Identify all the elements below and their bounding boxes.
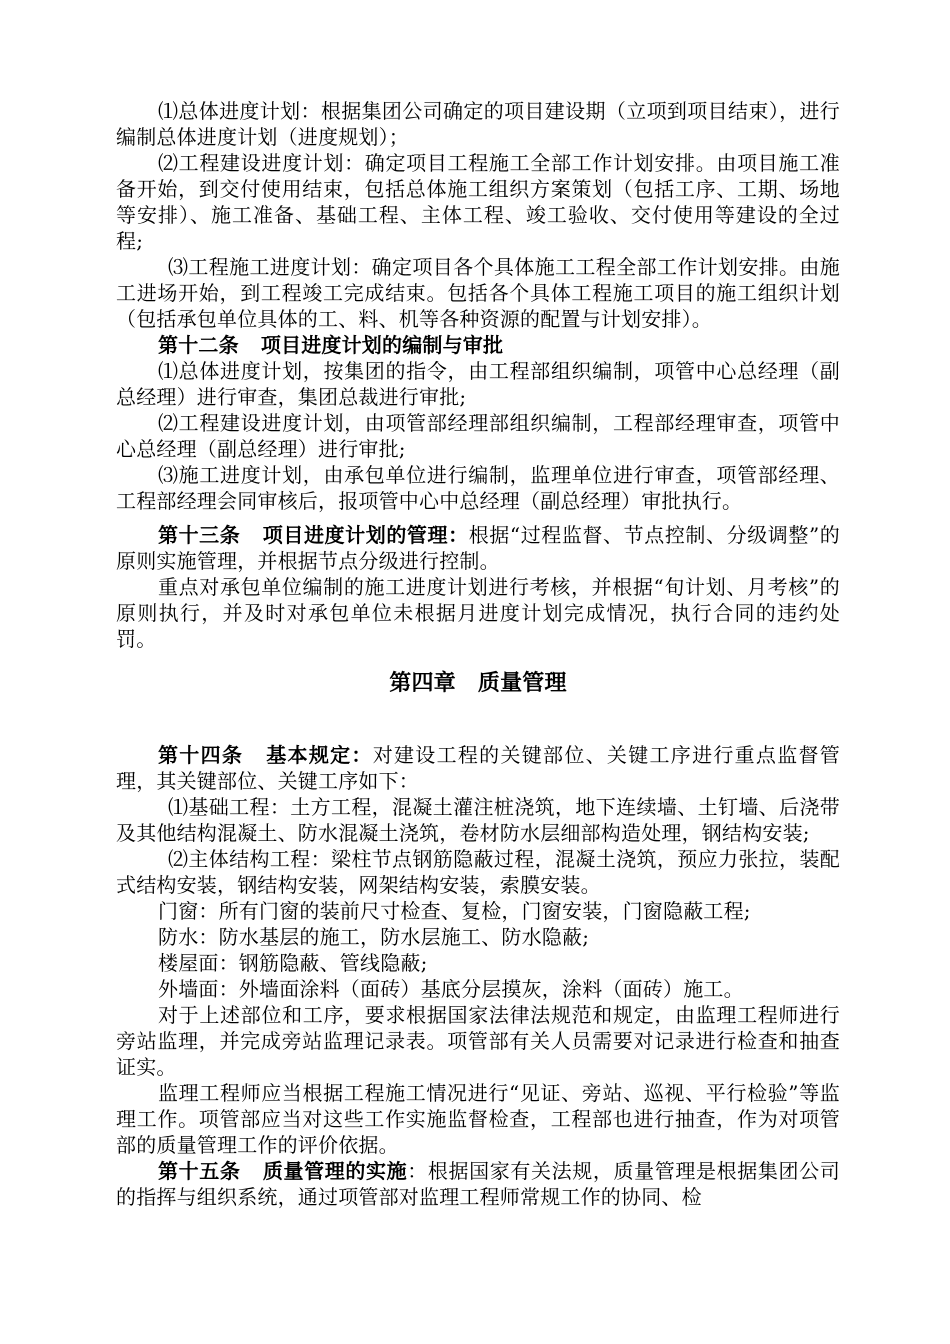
article-14-line-doors: 门窗：所有门窗的装前尺寸检查、复检，门窗安装，门窗隐蔽工程; [158,899,751,923]
article-13-extra: 重点对承包单位编制的施工进度计划进行考核，并根据“旬计划、月考核”的原则执行，并及时对承包单位未根据月进度计划完成情况，执行合同的违约处罚。 [116,575,840,651]
chapter-heading [116,670,840,698]
article-12-item-2: ⑵工程建设进度计划，由项管部经理部组织编制，工程部经理审查，项管中心总经理（副总经理）进行审批; [116,411,840,461]
article-12-item-3: ⑶施工进度计划，由承包单位进行编制，监理单位进行审查，项管部经理、工程部经理会同审核后，报项管中心中总经理（副总经理）审批执行。 [116,463,840,513]
article-14-line-engineer: 监理工程师应当根据工程施工情况进行“见证、旁站、巡视、平行检验”等监理工作。项管部应当对这些工作实施监督检查，工程部也进行抽查，作为对项管部的质量管理工作的评价依据。 [116,1081,840,1157]
article-14-line-supervision: 对于上述部位和工序，要求根据国家法律法规范和规定，由监理工程师进行旁站监理，并完成旁站监理记录表。项管部有关人员需要对记录进行检查和抽查证实。 [116,1003,840,1079]
article-14-line-exterior-wall: 外墙面：外墙面涂料（面砖）基底分层摸灰，涂料（面砖）施工。 [158,977,744,1001]
article-14-title: 基本规定： [265,743,373,767]
article-14-line-waterproof: 防水：防水基层的施工，防水层施工、防水隐蔽; [158,925,590,949]
article-13-title: 项目进度计划的管理： [262,523,469,547]
paragraph-overall-plan: ⑴总体进度计划：根据集团公司确定的项目建设期（立项到项目结束），进行编制总体进度计划（进度规划）； [116,99,840,149]
article-14-item-1: ⑴基础工程：土方工程，混凝土灌注桩浇筑，地下连续墙、土钉墙、后浇带及其他结构混凝土、防水混凝土浇筑，卷材防水层细部构造处理，钢结构安装; [116,795,840,845]
article-14-number: 第十四条 [158,743,244,767]
article-15-text: ：根据国家有关法规，质量管理是根据集团公司的指挥与组织系统，通过项管部对监理工程师常规工作的协同、检 [116,1159,840,1209]
article-13-number: 第十三条 [158,523,241,547]
article-14-text: 对建设工程的关键部位、关键工序进行重点监督管理，其关键部位、关键工序如下： [116,743,841,793]
paragraph-execution-plan: ⑶工程施工进度计划：确定项目各个具体施工工程全部工作计划安排。由施工进场开始，到工程竣工完成结束。包括各个具体工程施工项目的施工组织计划（包括承包单位具体的工、料、机等各种资源的配置与计划安排）。 [116,255,840,331]
article-12-heading [116,332,840,358]
article-12-title: 项目进度计划的编制与审批 [260,333,504,357]
article-14-line-floor-roof: 楼屋面：钢筋隐蔽、管线隐蔽; [158,951,428,975]
article-12-item-1: ⑴总体进度计划，按集团的指令，由工程部组织编制，项管中心总经理（副总经理）进行审查，集团总裁进行审批; [116,359,840,409]
article-15 [116,1158,840,1210]
chapter-number: 第四章 [389,671,456,696]
paragraph-construction-plan: ⑵工程建设进度计划：确定项目工程施工全部工作计划安排。由项目施工准备开始，到交付使用结束，包括总体施工组织方案策划（包括工序、工期、场地等安排）、施工准备、基础工程、主体工程、竣工验收、交付使用等建设的全过程; [116,151,840,253]
article-15-title: 质量管理的实施 [262,1159,408,1183]
chapter-title: 质量管理 [477,671,567,696]
article-15-number: 第十五条 [158,1159,241,1183]
article-14-item-2: ⑵主体结构工程：梁柱节点钢筋隐蔽过程，混凝土浇筑，预应力张拉，装配式结构安装，钢结构安装，网架结构安装，索膜安装。 [116,847,840,897]
article-13 [116,522,840,574]
article-13-text: 根据“过程监督、节点控制、分级调整”的原则实施管理，并根据节点分级进行控制。 [116,523,840,573]
article-14 [116,742,840,794]
article-12-number: 第十二条 [158,333,239,357]
